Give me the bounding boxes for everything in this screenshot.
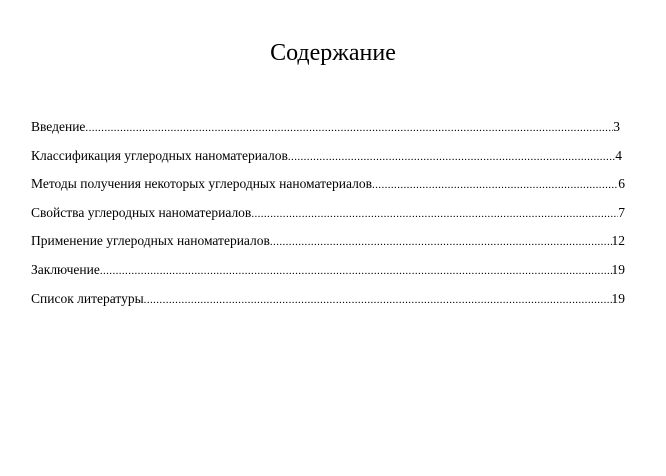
toc-entry-applications	[31, 232, 625, 261]
toc-entry-label: Классификация углеродных наноматериалов	[31, 147, 288, 163]
toc-entry-label: Свойства углеродных наноматериалов	[31, 204, 252, 220]
table-of-contents	[31, 118, 625, 318]
toc-entry-page: 12	[611, 233, 625, 249]
toc-entry-conclusion	[31, 261, 625, 290]
toc-entry-label: Заключение	[31, 261, 100, 277]
toc-entry-label: Методы получения некоторых углеродных наноматериалов	[31, 176, 372, 192]
toc-dot-leader	[100, 262, 612, 280]
toc-entry-page: 3	[613, 119, 620, 134]
toc-entry-page: 7	[618, 204, 625, 220]
toc-dot-leader	[372, 176, 618, 194]
toc-entry-label: Применение углеродных наноматериалов	[31, 233, 270, 249]
toc-dot-leader	[251, 205, 618, 223]
toc-entry-label: Введение	[31, 119, 86, 134]
toc-entry-properties	[31, 204, 625, 233]
page-title: Содержание	[270, 40, 396, 66]
toc-entry-introduction	[31, 118, 625, 147]
toc-entry-references	[31, 290, 625, 319]
toc-dot-leader	[85, 119, 613, 137]
toc-dot-leader	[270, 233, 612, 251]
toc-entry-methods	[31, 175, 625, 204]
toc-entry-page: 4	[615, 147, 622, 163]
toc-dot-leader	[144, 291, 612, 309]
toc-entry-page: 19	[611, 290, 625, 306]
toc-entry-page: 19	[611, 261, 625, 277]
toc-dot-leader	[288, 148, 615, 166]
toc-entry-classification	[31, 147, 625, 176]
toc-entry-label: Список литературы	[31, 290, 144, 306]
toc-entry-page: 6	[618, 176, 625, 192]
